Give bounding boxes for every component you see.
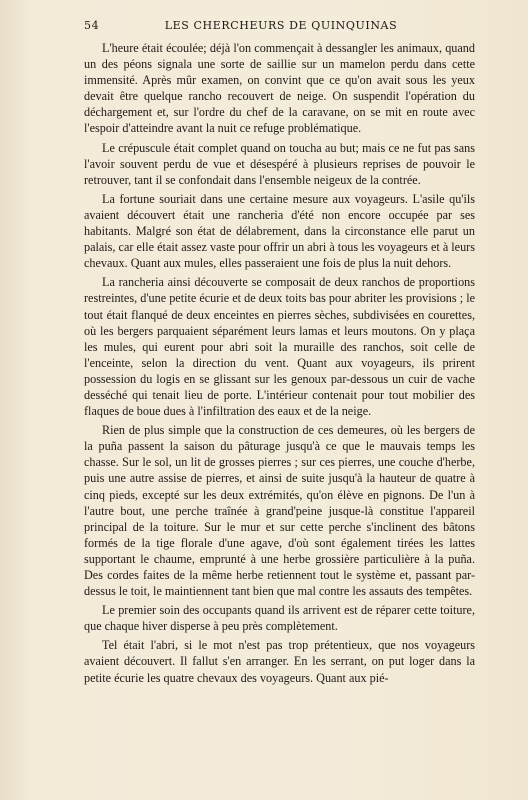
paragraph: La fortune souriait dans une certaine mesure aux voyageurs. L'asile qu'ils avaient découvert était une rancheria d'été non encore occupée par ses habitants. Malgré son état de délabrement, dans la circonstance elle parut un palais, car elle était assez vaste pour offrir un abri à tous les voyageurs et à leurs chevaux. Quant aux mules, elles passeraient une fois de plus la nuit dehors. <box>84 191 475 271</box>
running-head <box>84 19 478 33</box>
paragraph: La rancheria ainsi découverte se composait de deux ranchos de proportions restreintes, d'une petite écurie et de deux toits bas pour abriter les provisions ; le tout était flanqué de deux enceintes en pierres sèches, subdivisées en courettes, où les bergers parquaient séparément leurs lamas et leurs moutons. On y plaça les mules, qui eurent pour abri soit la muraille des ranchos, soit celle de l'enceinte, selon la direction du vent. Quant aux voyageurs, ils prirent possession du logis en se glissant sur les genoux par-dessous un cuir de vache desséché qui tenait lieu de porte. L'intérieur contenait pour tout mobilier des flaques de boue dues à l'infiltration des eaux et de la neige. <box>84 275 475 419</box>
paragraph: Rien de plus simple que la construction de ces demeures, où les bergers de la puña passent la saison du pâturage jusqu'à ce que le mauvais temps les chasse. Sur le sol, un lit de grosses pierres ; sur ces pierres, une couche d'herbe, puis une autre assise de pierres, et ainsi de suite jusqu'à la hauteur de quatre à cinq pieds, excepté sur les deux extrémités, qu'on élève en pignons. De l'un à l'autre bout, une perche traînée à grand'peine jusque-là constitue l'appareil principal de la toiture. Sur le mur et sur cette perche s'inclinent des bâtons formés de la tige florale d'une agave, d'où sont également tirées les lattes supportant le chaume, emprunté à une herbe grossière particulière à la puña. Des cordes faites de la même herbe retiennent tout le système et, passant par-dessus le toit, le maintiennent tant bien que mal contre les assauts des tempêtes. <box>84 423 475 599</box>
paragraph: L'heure était écoulée; déjà l'on commençait à dessangler les animaux, quand un des péons signala une sorte de saillie sur un mamelon perdu dans cette immensité. Après mûr examen, on convint que ce qu'on avait sous les yeux devait être quelque rancho recouvert de neige. On suspendit l'opération du déchargement et, sur l'ordre du chef de la caravane, on se mit en route avec l'espoir d'atteindre avant la nuit ce refuge problématique. <box>84 41 475 136</box>
page-number: 54 <box>84 19 100 32</box>
body-text <box>84 40 475 689</box>
running-title: LES CHERCHEURS DE QUINQUINAS <box>164 19 398 32</box>
paragraph: Tel était l'abri, si le mot n'est pas trop prétentieux, que nos voyageurs avaient découvert. Il fallut s'en arranger. En les serrant, on put loger dans la petite écurie les quatre chevaux des voyageurs. Quant aux pié- <box>84 638 475 685</box>
paragraph: Le crépuscule était complet quand on toucha au but; mais ce ne fut pas sans l'avoir souvent perdu de vue et désespéré à plusieurs reprises de pouvoir le retrouver, tant il se confondait dans l'ensemble neigeux de la contrée. <box>84 140 475 187</box>
paragraph: Le premier soin des occupants quand ils arrivent est de réparer cette toiture, que chaque hiver disperse à peu près complètement. <box>84 603 475 634</box>
